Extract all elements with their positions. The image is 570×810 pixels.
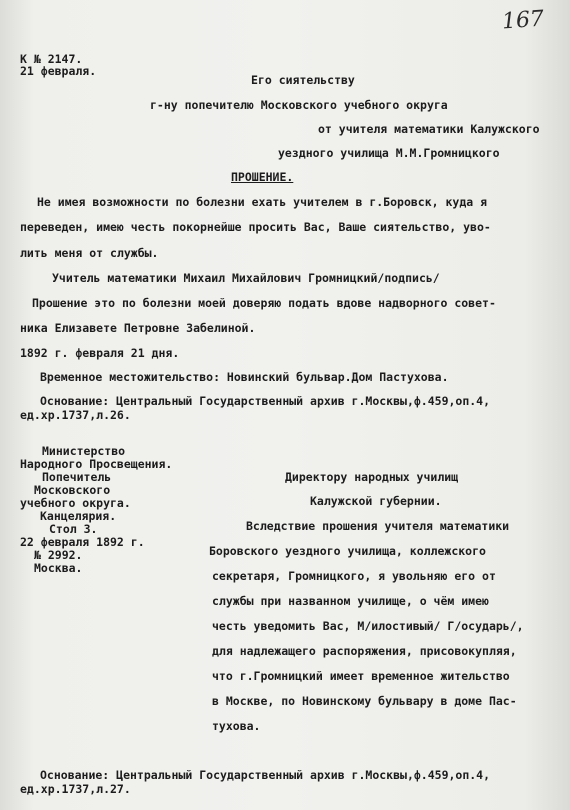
sender-line: Московского [34,483,111,497]
letter-body-line: Вследствие прошения учителя математики [246,519,510,533]
sender-line: Попечитель [42,470,112,484]
petition-source-line: Основание: Центральный Государственный архив г.Москвы,ф.459,оп.4, [40,394,491,408]
address-line-3: от учителя математики Калужского [318,122,540,136]
letter-body-line: службы при названном училище, о чём имею [212,594,489,608]
letter-body-line: тухова. [212,719,261,733]
petition-date: 1892 г. февраля 21 дня. [20,346,180,360]
sender-line: 22 февраля 1892 г. [20,535,145,549]
petition-body-line: Не имея возможности по болезни ехать учителем в г.Боровск, куда я [37,195,488,209]
letter-body-line: Боровского уездного училища, коллежского [209,544,486,558]
sender-line: учебного округа. [20,496,131,510]
page-number-handwritten: 167 [501,6,545,35]
petition-source-line: ед.хр.1737,л.26. [20,408,131,422]
petition-residence: Временное местожительство: Новинский бульвар.Дом Пастухова. [40,370,449,384]
sender-line: Народного Просвещения. [20,457,173,471]
letter-body-line: в Москве, по Новинскому бульвару в доме Пас- [212,694,517,708]
letter-addressee-1: Директору народных училищ [285,470,459,484]
sender-line: Стол 3. [49,522,98,536]
letter-addressee-2: Калужской губернии. [310,494,442,508]
petition-title: ПРОШЕНИЕ. [231,170,294,184]
petition-body-line: лить меня от службы. [20,246,159,260]
sender-line: Москва. [34,561,83,575]
letter-body-line: для надлежащего распоряжения, присовокупляя, [212,644,517,658]
petition-delegation-line: Прошение это по болезни моей доверяю подать вдове надворного совет- [32,296,496,310]
petition-signature: Учитель математики Михаил Михайлович Громницкий/подпись/ [52,271,440,285]
letter-body-line: честь уведомить Вас, М/илостивый/ Г/осударь/, [212,619,524,633]
sender-line: Министерство [42,444,126,458]
address-line-2: г-ну попечителю Московского учебного округа [150,98,448,112]
address-line-4: уездного училища М.М.Громницкого [278,146,500,160]
petition-delegation-line: ника Елизавете Петровне Забелиной. [20,321,256,335]
letter-body-line: секретаря, Громницкого, я увольняю его от [212,569,496,583]
letter-body-line: что г.Громницкий имеет временное жительство [212,669,510,683]
address-line-1: Его сиятельству [251,73,355,87]
footer-source-line: Основание: Центральный Государственный архив г.Москвы,ф.459,оп.4, [40,768,491,782]
petition-body-line: переведен, имею честь покорнейше просить Вас, Ваше сиятельство, уво- [20,220,491,234]
sender-line: № 2992. [34,548,83,562]
sender-line: Канцелярия. [40,509,117,523]
footer-source-line: ед.хр.1737,л.27. [20,782,131,796]
reference-number: К № 2147. [20,52,83,66]
reference-date: 21 февраля. [20,64,97,78]
